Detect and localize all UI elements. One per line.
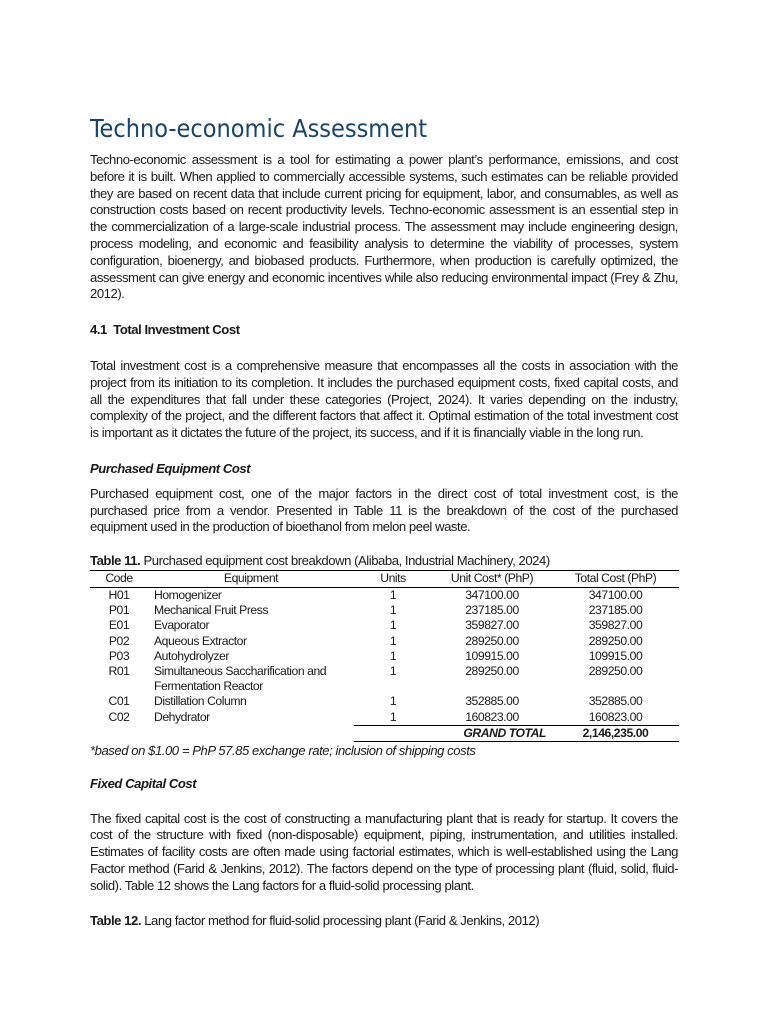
table-row [90,664,679,694]
cell-code: P03 [108,648,130,663]
table-row [90,710,679,726]
fixed-capital-dot: . [299,860,304,876]
table-header-row [90,570,679,587]
page-title: Techno-economic Assessment [90,114,428,143]
cell-equipment: Simultaneous Saccharification and Fermentation Reactor [154,663,327,694]
table-row [90,587,679,603]
fixed-capital-paragraph [90,811,678,895]
cell-equipment: Distillation Column [154,694,247,709]
grand-total-label: GRAND TOTAL [354,725,552,741]
table-row [90,694,679,709]
cell-units: 1 [389,618,397,633]
table-11-footnote: *based on $1.00 = PhP 57.85 exchange rate; inclusion of shipping costs [90,742,476,758]
cell-unit-cost: 352885.00 [465,694,519,709]
cell-units: 1 [389,663,397,678]
grand-total-value: 2,146,235.00 [552,725,679,741]
cell-units: 1 [389,648,397,663]
col-equipment: Equipment [148,570,354,587]
equipment-cost-table [90,570,679,742]
fixed-capital-text-a: The fixed capital cost is the cost of constructing a manufacturing plant that is ready for startup. It covers the cost of the structure with fixed (non-disposable) equipment, piping, instrumentation, and utilities installed. Estimates of facility costs are often made using factorial estimates, which is well-established using the Lang Factor method (Farid & Jenkins, 2012) [90,810,678,876]
cell-equipment: Dehydrator [154,709,210,724]
cell-total-cost: 237185.00 [588,603,643,618]
intro-text: Techno-economic assessment is a tool for estimating a power plant’s performance, emissions, and cost before it is built. When applied to commercially accessible systems, such estimates can be reliable provided they are based on recent data that include current pricing for equipment, labor, and consumables, as well as construction costs based on recent productivity levels. Techno-economic assessment is an essential step in the commercialization of a large-scale industrial process. The assessment may include engineering design, process modeling, and economic and feasibility analysis to determine the viability of processes, system configuration, bioenergy, and biobased products. Furthermore, when production is carefully optimized, the assessment can give energy and economic incentives while also reducing environmental impact (Frey & Zhu, 2012) [90,152,678,302]
section-title: Total Investment Cost [113,322,240,338]
cell-code: E01 [108,618,130,633]
cell-unit-cost: 237185.00 [465,603,519,618]
table-12-caption [90,913,678,930]
cell-units: 1 [389,709,397,724]
intro-end-dot: . [121,286,125,302]
col-code: Code [90,570,148,587]
table-11-label: Table 11. [90,553,141,569]
cell-total-cost: 160823.00 [588,709,643,724]
table-12-caption-text: Lang factor method for fluid-solid processing plant (Farid & Jenkins, 2012) [141,912,540,928]
cell-code: H01 [108,587,130,602]
cell-units: 1 [389,633,397,648]
cell-equipment: Aqueous Extractor [154,633,247,648]
cell-unit-cost: 289250.00 [465,663,519,678]
table-row [90,603,679,618]
table-12-label: Table 12. [90,912,142,928]
document-page [90,112,678,929]
purchased-equipment-heading: Purchased Equipment Cost [90,460,251,476]
cell-unit-cost: 289250.00 [465,633,519,648]
cell-total-cost: 289250.00 [588,633,643,648]
cell-units: 1 [389,587,397,602]
cell-total-cost: 347100.00 [588,587,643,602]
cell-code: P01 [108,603,130,618]
cell-empty [90,725,148,741]
cell-empty [148,725,354,741]
cell-equipment: Autohydrolyzer [154,648,229,663]
cell-unit-cost: 160823.00 [465,709,519,724]
cell-equipment: Evaporator [154,618,210,633]
cell-total-cost: 359827.00 [588,618,643,633]
cell-code: C02 [108,709,130,724]
total-investment-paragraph: Total investment cost is a comprehensive measure that encompasses all the costs in association with the project from its initiation to its completion. It includes the purchased equipment costs, fixed capital costs, and all the expenditures that fall under these categories (Project, 2024). It varies depending on the industry, complexity of the project, and the different factors that affect it. Optimal estimation of the total investment cost is important as it dictates the future of the project, its success, and if it is financially viable in the long run. [90,357,678,441]
col-total-cost: Total Cost (PhP) [552,570,679,587]
purchased-equipment-paragraph: Purchased equipment cost, one of the major factors in the direct cost of total investment cost, is the purchased price from a vendor. Presented in Table 11 is the breakdown of the cost of the purchased equipment used in the production of bioethanol from melon peel waste. [90,485,678,535]
fixed-capital-text-b: The factors depend on the type of processing plant (fluid, solid, fluid-solid). Table 12 shows the Lang factors for a fluid-solid processing plant. [90,860,678,893]
cell-units: 1 [389,694,397,709]
section-heading-4-1 [90,322,678,339]
section-number: 4.1 [90,322,107,338]
table-11-caption-text: Purchased equipment cost breakdown (Alibaba, Industrial Machinery, 2024) [140,553,550,569]
cell-total-cost: 352885.00 [588,694,643,709]
cell-units: 1 [389,603,397,618]
cell-code: C01 [108,694,130,709]
cell-equipment: Homogenizer [154,587,222,602]
col-units: Units [354,570,432,587]
table-row [90,618,679,633]
cell-total-cost: 109915.00 [588,648,643,663]
grand-total-row [90,725,679,741]
cell-code: P02 [108,633,130,648]
cell-equipment: Mechanical Fruit Press [154,603,269,618]
cell-unit-cost: 109915.00 [465,648,519,663]
cell-code: R01 [108,663,130,678]
table-row [90,649,679,664]
col-unit-cost: Unit Cost* (PhP) [432,570,552,587]
table-row [90,634,679,649]
cell-total-cost: 289250.00 [588,663,643,678]
fixed-capital-heading: Fixed Capital Cost [90,775,197,791]
cell-unit-cost: 359827.00 [465,618,519,633]
intro-paragraph [90,152,678,303]
table-11-caption [90,553,678,570]
cell-unit-cost: 347100.00 [465,587,519,602]
